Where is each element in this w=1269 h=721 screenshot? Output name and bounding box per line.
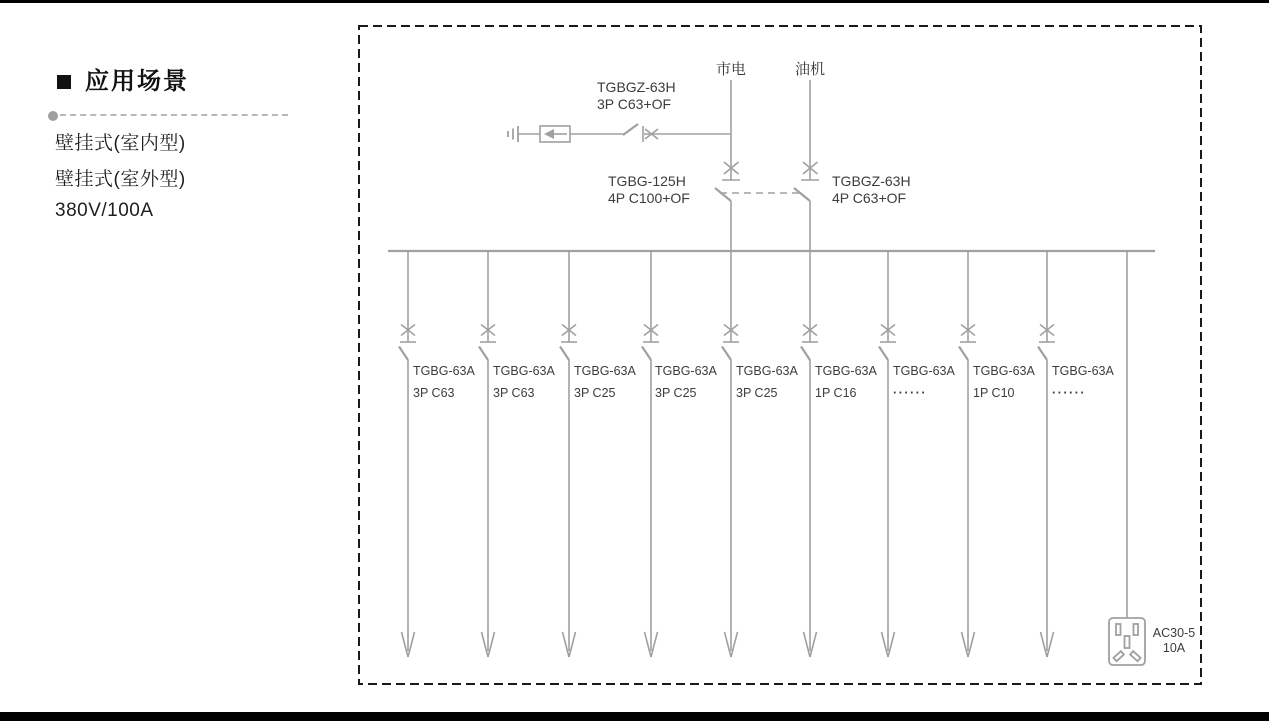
single-line-diagram [358, 25, 1203, 686]
feeder-branch-icons [399, 251, 1055, 657]
feeder-model: TGBG-63A [893, 364, 955, 378]
feeder-spec: ······ [1052, 386, 1086, 400]
feeder-spec: 3P C25 [574, 386, 616, 400]
feeder-label-4 [655, 364, 717, 401]
spd-icon [540, 126, 570, 142]
mains-breaker-model: TGBG-125H [608, 173, 686, 189]
feeder-spec: 3P C63 [493, 386, 535, 400]
feeder-model: TGBG-63A [655, 364, 717, 378]
feeder-label-6 [815, 364, 877, 401]
feeder-label-9 [1052, 364, 1114, 401]
bottom-rule [0, 712, 1269, 721]
section-heading-text: 应用场景 [85, 68, 189, 95]
section-heading [57, 68, 189, 96]
spd-branch [508, 124, 731, 142]
spd-breaker-model: TGBGZ-63H [597, 79, 676, 95]
socket-model: AC30-5 [1152, 626, 1196, 640]
dashed-divider [60, 114, 288, 116]
generator-breaker-spec: 4P C63+OF [832, 190, 907, 206]
ground-icon [508, 126, 518, 142]
feeder-model: TGBG-63A [574, 364, 636, 378]
spd-breaker-label [597, 79, 676, 113]
spec-item-outdoor: 壁挂式(室外型) [55, 169, 186, 190]
feeder-label-1 [413, 364, 475, 401]
socket-label [1147, 626, 1201, 656]
socket-branch [1109, 251, 1145, 665]
feeder-model: TGBG-63A [1052, 364, 1114, 378]
diagram-canvas [358, 25, 1203, 686]
feeder-spec: 3P C25 [655, 386, 697, 400]
feeder-model: TGBG-63A [973, 364, 1035, 378]
feeder-label-8 [973, 364, 1035, 401]
mains-breaker-label [608, 173, 690, 207]
feeder-label-7 [893, 364, 955, 401]
feeder-label-2 [493, 364, 555, 401]
generator-breaker-label [832, 173, 911, 207]
mains-breaker-icon [715, 80, 740, 251]
spec-item-indoor: 壁挂式(室内型) [55, 133, 186, 154]
feeder-spec: 1P C10 [973, 386, 1015, 400]
feeder-spec: 3P C25 [736, 386, 778, 400]
feeder-model: TGBG-63A [815, 364, 877, 378]
mains-breaker-spec: 4P C100+OF [608, 190, 690, 206]
feeder-spec: 3P C63 [413, 386, 455, 400]
generator-source-label: 油机 [794, 61, 825, 78]
generator-breaker-model: TGBGZ-63H [832, 173, 911, 189]
feeder-model: TGBG-63A [736, 364, 798, 378]
square-bullet-icon [57, 75, 71, 89]
spd-breaker-icon [623, 124, 731, 142]
application-panel [0, 0, 356, 700]
feeder-spec: ······ [893, 386, 927, 400]
socket-icon [1109, 618, 1145, 665]
spec-item-rating: 380V/100A [55, 200, 154, 221]
generator-breaker-icon [794, 80, 819, 251]
spd-breaker-spec: 3P C63+OF [597, 96, 672, 112]
feeder-model: TGBG-63A [413, 364, 475, 378]
socket-rating: 10A [1162, 641, 1186, 655]
feeder-spec: 1P C16 [815, 386, 857, 400]
feeder-model: TGBG-63A [493, 364, 555, 378]
feeder-label-5 [736, 364, 798, 401]
feeder-label-3 [574, 364, 636, 401]
divider-dot-icon [48, 111, 58, 121]
mains-source-label: 市电 [715, 61, 746, 78]
